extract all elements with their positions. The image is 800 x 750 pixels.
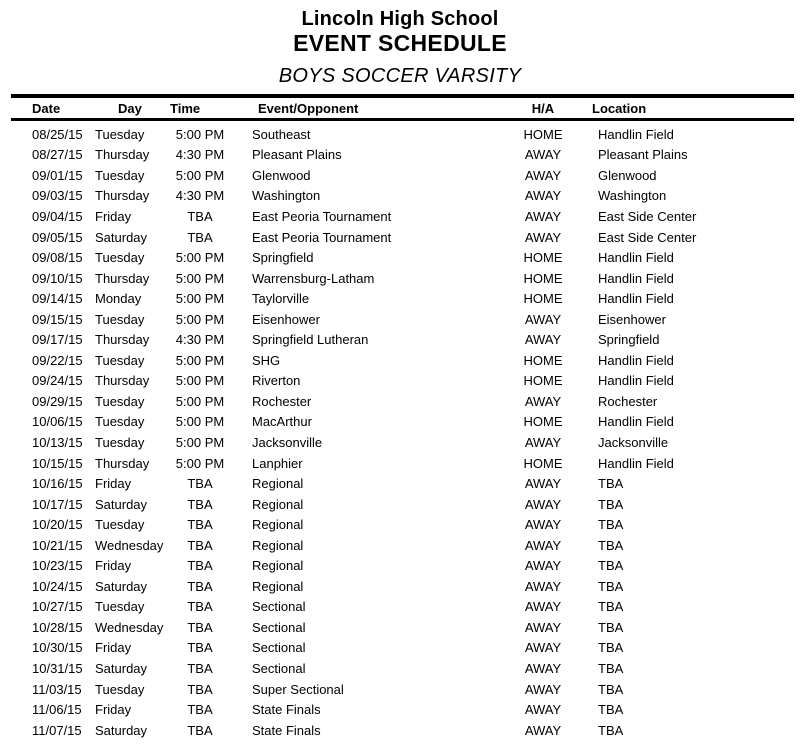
row-event: Washington (252, 188, 321, 204)
row-event: Eisenhower (252, 311, 320, 327)
row-ha: AWAY (524, 558, 562, 574)
table-row (11, 247, 794, 268)
row-event: Taylorville (252, 291, 310, 307)
table-row (11, 288, 794, 309)
row-date: 10/27/15 (32, 599, 83, 615)
row-date: 09/24/15 (32, 373, 83, 389)
row-day: Saturday (95, 496, 148, 512)
row-time: TBA (187, 476, 213, 492)
row-ha: AWAY (524, 332, 562, 348)
table-row (11, 350, 794, 371)
row-ha: AWAY (524, 434, 562, 450)
table-row (11, 165, 794, 186)
row-location: Rochester (598, 393, 658, 409)
row-location: Washington (598, 188, 667, 204)
row-location: TBA (598, 640, 624, 656)
table-row (11, 329, 794, 350)
row-time: 5:00 PM (175, 434, 225, 450)
row-day: Thursday (95, 455, 150, 471)
row-location: TBA (598, 660, 624, 676)
column-header-date: Date (32, 100, 61, 116)
row-event: Regional (252, 537, 304, 553)
row-location: TBA (598, 599, 624, 615)
row-event: Glenwood (252, 167, 311, 183)
table-row (11, 432, 794, 453)
column-header-location: Location (592, 100, 647, 116)
table-header-row (11, 98, 794, 118)
table-row (11, 576, 794, 597)
row-date: 09/17/15 (32, 332, 83, 348)
row-date: 10/23/15 (32, 558, 83, 574)
row-event: East Peoria Tournament (252, 208, 392, 224)
row-event: Springfield Lutheran (252, 332, 369, 348)
row-time: TBA (187, 660, 213, 676)
row-time: TBA (187, 578, 213, 594)
row-time: TBA (187, 640, 213, 656)
row-day: Friday (95, 476, 132, 492)
row-ha: AWAY (524, 537, 562, 553)
row-day: Saturday (95, 660, 148, 676)
row-date: 10/24/15 (32, 578, 83, 594)
row-day: Tuesday (95, 393, 145, 409)
table-row (11, 597, 794, 618)
row-event: MacArthur (252, 414, 312, 430)
row-day: Monday (95, 291, 142, 307)
row-day: Thursday (95, 332, 150, 348)
row-event: Lanphier (252, 455, 303, 471)
row-event: SHG (252, 352, 281, 368)
row-date: 09/22/15 (32, 352, 83, 368)
table-row (11, 453, 794, 474)
row-time: 5:00 PM (175, 311, 225, 327)
row-time: 5:00 PM (175, 126, 225, 142)
table-row (11, 638, 794, 659)
row-event: Riverton (252, 373, 301, 389)
row-day: Friday (95, 558, 132, 574)
row-ha: AWAY (524, 229, 562, 245)
table-row (11, 535, 794, 556)
table-row (11, 555, 794, 576)
row-day: Tuesday (95, 352, 145, 368)
column-header-event: Event/Opponent (258, 100, 359, 116)
row-day: Thursday (95, 188, 150, 204)
row-day: Tuesday (95, 599, 145, 615)
row-time: TBA (187, 599, 213, 615)
row-location: Handlin Field (598, 352, 674, 368)
row-event: Regional (252, 517, 304, 533)
row-date: 08/27/15 (32, 147, 83, 163)
row-location: TBA (598, 681, 624, 697)
row-location: Springfield (598, 332, 660, 348)
row-time: 5:00 PM (175, 167, 225, 183)
row-event: Sectional (252, 599, 306, 615)
row-ha: AWAY (524, 599, 562, 615)
row-day: Tuesday (95, 167, 145, 183)
row-location: Handlin Field (598, 126, 674, 142)
row-date: 10/15/15 (32, 455, 83, 471)
row-location: TBA (598, 702, 624, 718)
table-row (11, 391, 794, 412)
row-ha: AWAY (524, 496, 562, 512)
row-event: Southeast (252, 126, 311, 142)
row-location: Handlin Field (598, 373, 674, 389)
table-row (11, 617, 794, 638)
table-row (11, 371, 794, 392)
table-row (11, 227, 794, 248)
row-ha: AWAY (524, 188, 562, 204)
row-ha: AWAY (524, 722, 562, 738)
row-time: TBA (187, 208, 213, 224)
row-ha: AWAY (524, 517, 562, 533)
row-event: Pleasant Plains (252, 147, 342, 163)
row-ha: HOME (523, 373, 563, 389)
row-location: Glenwood (598, 167, 657, 183)
row-event: Sectional (252, 640, 306, 656)
row-location: TBA (598, 537, 624, 553)
row-event: Regional (252, 578, 304, 594)
row-ha: AWAY (524, 147, 562, 163)
row-location: Handlin Field (598, 414, 674, 430)
row-day: Tuesday (95, 414, 145, 430)
row-day: Friday (95, 208, 132, 224)
row-ha: HOME (523, 414, 563, 430)
row-day: Tuesday (95, 311, 145, 327)
row-day: Tuesday (95, 681, 145, 697)
row-date: 09/01/15 (32, 167, 83, 183)
row-event: Super Sectional (252, 681, 344, 697)
row-time: 5:00 PM (175, 373, 225, 389)
row-event: Regional (252, 476, 304, 492)
row-time: TBA (187, 702, 213, 718)
table-row (11, 309, 794, 330)
row-day: Tuesday (95, 517, 145, 533)
row-location: Pleasant Plains (598, 147, 688, 163)
row-ha: AWAY (524, 476, 562, 492)
table-row (11, 186, 794, 207)
row-event: Regional (252, 496, 304, 512)
row-location: Handlin Field (598, 270, 674, 286)
row-ha: HOME (523, 352, 563, 368)
row-time: TBA (187, 558, 213, 574)
row-location: TBA (598, 517, 624, 533)
row-ha: HOME (523, 291, 563, 307)
schedule-table (11, 94, 794, 740)
row-date: 10/20/15 (32, 517, 83, 533)
table-row (11, 145, 794, 166)
row-date: 08/25/15 (32, 126, 83, 142)
row-day: Wednesday (95, 619, 164, 635)
page-title: EVENT SCHEDULE (293, 30, 507, 56)
row-day: Friday (95, 702, 132, 718)
row-ha: HOME (523, 455, 563, 471)
column-header-day: Day (118, 100, 142, 116)
row-ha: AWAY (524, 702, 562, 718)
row-date: 09/03/15 (32, 188, 83, 204)
row-date: 09/08/15 (32, 250, 83, 266)
row-date: 10/30/15 (32, 640, 83, 656)
row-time: TBA (187, 619, 213, 635)
row-event: Regional (252, 558, 304, 574)
row-location: Jacksonville (598, 434, 669, 450)
row-event: Sectional (252, 619, 306, 635)
table-row (11, 699, 794, 720)
column-header-time: Time (170, 100, 201, 116)
row-date: 10/28/15 (32, 619, 83, 635)
row-day: Saturday (95, 722, 148, 738)
row-time: TBA (187, 517, 213, 533)
row-location: Handlin Field (598, 250, 674, 266)
row-date: 09/29/15 (32, 393, 83, 409)
row-location: TBA (598, 578, 624, 594)
row-event: State Finals (252, 702, 321, 718)
row-time: 4:30 PM (175, 332, 225, 348)
row-location: East Side Center (598, 208, 697, 224)
row-time: 5:00 PM (175, 414, 225, 430)
row-day: Thursday (95, 373, 150, 389)
row-day: Thursday (95, 147, 150, 163)
row-time: 4:30 PM (175, 147, 225, 163)
row-date: 09/05/15 (32, 229, 83, 245)
row-event: Sectional (252, 660, 306, 676)
row-date: 10/13/15 (32, 434, 83, 450)
table-row (11, 473, 794, 494)
row-ha: AWAY (524, 311, 562, 327)
row-day: Saturday (95, 578, 148, 594)
column-header-ha: H/A (531, 100, 555, 116)
row-date: 09/15/15 (32, 311, 83, 327)
row-day: Thursday (95, 270, 150, 286)
row-time: TBA (187, 496, 213, 512)
row-time: 5:00 PM (175, 250, 225, 266)
row-date: 10/17/15 (32, 496, 83, 512)
row-ha: HOME (523, 250, 563, 266)
row-location: TBA (598, 722, 624, 738)
row-date: 11/03/15 (32, 681, 82, 697)
school-name: Lincoln High School (301, 8, 499, 30)
table-row (11, 412, 794, 433)
row-event: East Peoria Tournament (252, 229, 392, 245)
row-time: 5:00 PM (175, 270, 225, 286)
row-day: Friday (95, 640, 132, 656)
row-location: TBA (598, 619, 624, 635)
row-time: TBA (187, 681, 213, 697)
table-row (11, 658, 794, 679)
row-day: Saturday (95, 229, 148, 245)
table-row (11, 514, 794, 535)
row-date: 09/04/15 (32, 208, 83, 224)
row-time: TBA (187, 537, 213, 553)
team-subtitle: BOYS SOCCER VARSITY (278, 65, 522, 87)
row-ha: AWAY (524, 393, 562, 409)
row-ha: AWAY (524, 640, 562, 656)
row-ha: HOME (523, 126, 563, 142)
row-location: Eisenhower (598, 311, 666, 327)
row-location: Handlin Field (598, 291, 674, 307)
table-row (11, 494, 794, 515)
row-day: Wednesday (95, 537, 164, 553)
document-header (0, 0, 800, 87)
row-date: 10/21/15 (32, 537, 83, 553)
row-date: 10/16/15 (32, 476, 83, 492)
table-row (11, 268, 794, 289)
row-time: 5:00 PM (175, 455, 225, 471)
row-location: Handlin Field (598, 455, 674, 471)
table-body (11, 121, 794, 740)
row-event: State Finals (252, 722, 321, 738)
row-ha: AWAY (524, 681, 562, 697)
row-date: 09/10/15 (32, 270, 83, 286)
row-ha: AWAY (524, 578, 562, 594)
row-location: East Side Center (598, 229, 697, 245)
row-day: Tuesday (95, 434, 145, 450)
row-event: Rochester (252, 393, 312, 409)
row-time: 5:00 PM (175, 352, 225, 368)
row-ha: AWAY (524, 619, 562, 635)
row-date: 10/31/15 (32, 660, 83, 676)
row-time: 5:00 PM (175, 393, 225, 409)
row-event: Warrensburg-Latham (252, 270, 375, 286)
row-ha: AWAY (524, 208, 562, 224)
row-date: 11/07/15 (32, 722, 82, 738)
row-ha: AWAY (524, 660, 562, 676)
row-time: 5:00 PM (175, 291, 225, 307)
row-time: 4:30 PM (175, 188, 225, 204)
row-location: TBA (598, 496, 624, 512)
row-location: TBA (598, 558, 624, 574)
table-row (11, 679, 794, 700)
row-location: TBA (598, 476, 624, 492)
row-day: Tuesday (95, 126, 145, 142)
row-ha: HOME (523, 270, 563, 286)
row-event: Jacksonville (252, 434, 323, 450)
row-date: 10/06/15 (32, 414, 83, 430)
table-row (11, 124, 794, 145)
row-date: 11/06/15 (32, 702, 82, 718)
row-time: TBA (187, 229, 213, 245)
table-row (11, 206, 794, 227)
row-day: Tuesday (95, 250, 145, 266)
table-row (11, 720, 794, 741)
row-ha: AWAY (524, 167, 562, 183)
row-date: 09/14/15 (32, 291, 83, 307)
row-event: Springfield (252, 250, 314, 266)
row-time: TBA (187, 722, 213, 738)
